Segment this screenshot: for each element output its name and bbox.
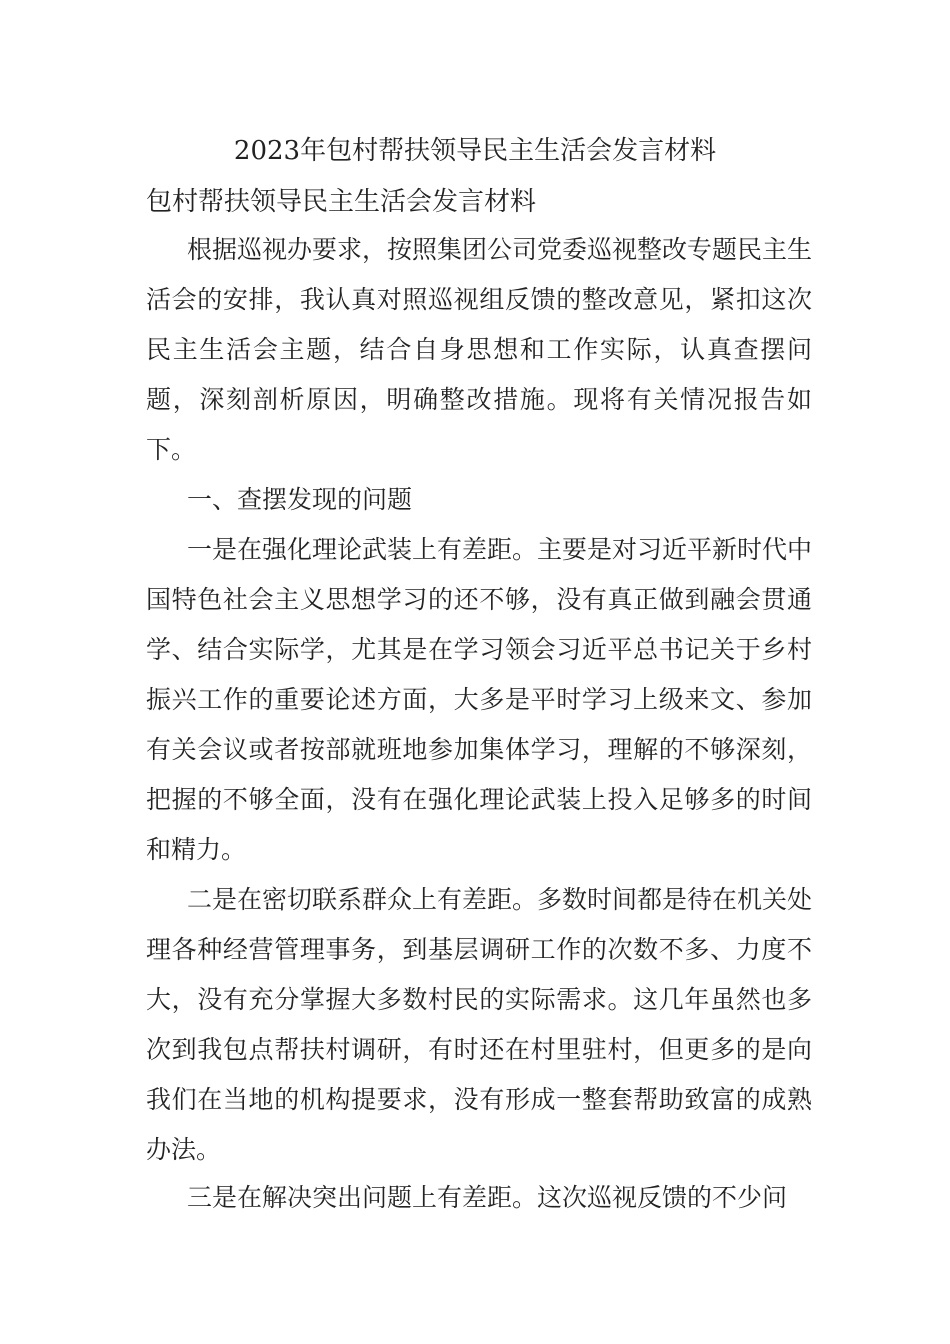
paragraph-issue-1: 一是在强化理论武装上有差距。主要是对习近平新时代中国特色社会主义思想学习的还不够，没有真正做到融会贯通学、结合实际学，尤其是在学习领会习近平总书记关于乡村振兴工作的重要论述方面，大多是平时学习上级来文、参加有关会议或者按部就班地参加集体学习，理解的不够深刻，把握的不够全面，没有在强化理论武装上投入足够多的时间和精力。 bbox=[146, 535, 813, 864]
document-subtitle: 包村帮扶领导民主生活会发言材料 bbox=[146, 187, 537, 217]
section-heading: 一、查摆发现的问题 bbox=[187, 485, 413, 514]
paragraph-issue-3: 三是在解决突出问题上有差距。这次巡视反馈的不少问 bbox=[187, 1183, 788, 1212]
paragraph-issue-2: 二是在密切联系群众上有差距。多数时间都是待在机关处理各种经营管理事务，到基层调研工作的次数不多、力度不大，没有充分掌握大多数村民的实际需求。这几年虽然也多次到我包点帮扶村调研，有时还在村里驻村，但更多的是向我们在当地的机构提要求，没有形成一整套帮助致富的成熟办法。 bbox=[146, 885, 813, 1164]
document-title: 2023年包村帮扶领导民主生活会发言材料 bbox=[233, 136, 717, 166]
paragraph-intro: 根据巡视办要求，按照集团公司党委巡视整改专题民主生活会的安排，我认真对照巡视组反馈的整改意见，紧扣这次民主生活会主题，结合自身思想和工作实际，认真查摆问题，深刻剖析原因，明确整改措施。现将有关情况报告如下。 bbox=[146, 235, 813, 464]
